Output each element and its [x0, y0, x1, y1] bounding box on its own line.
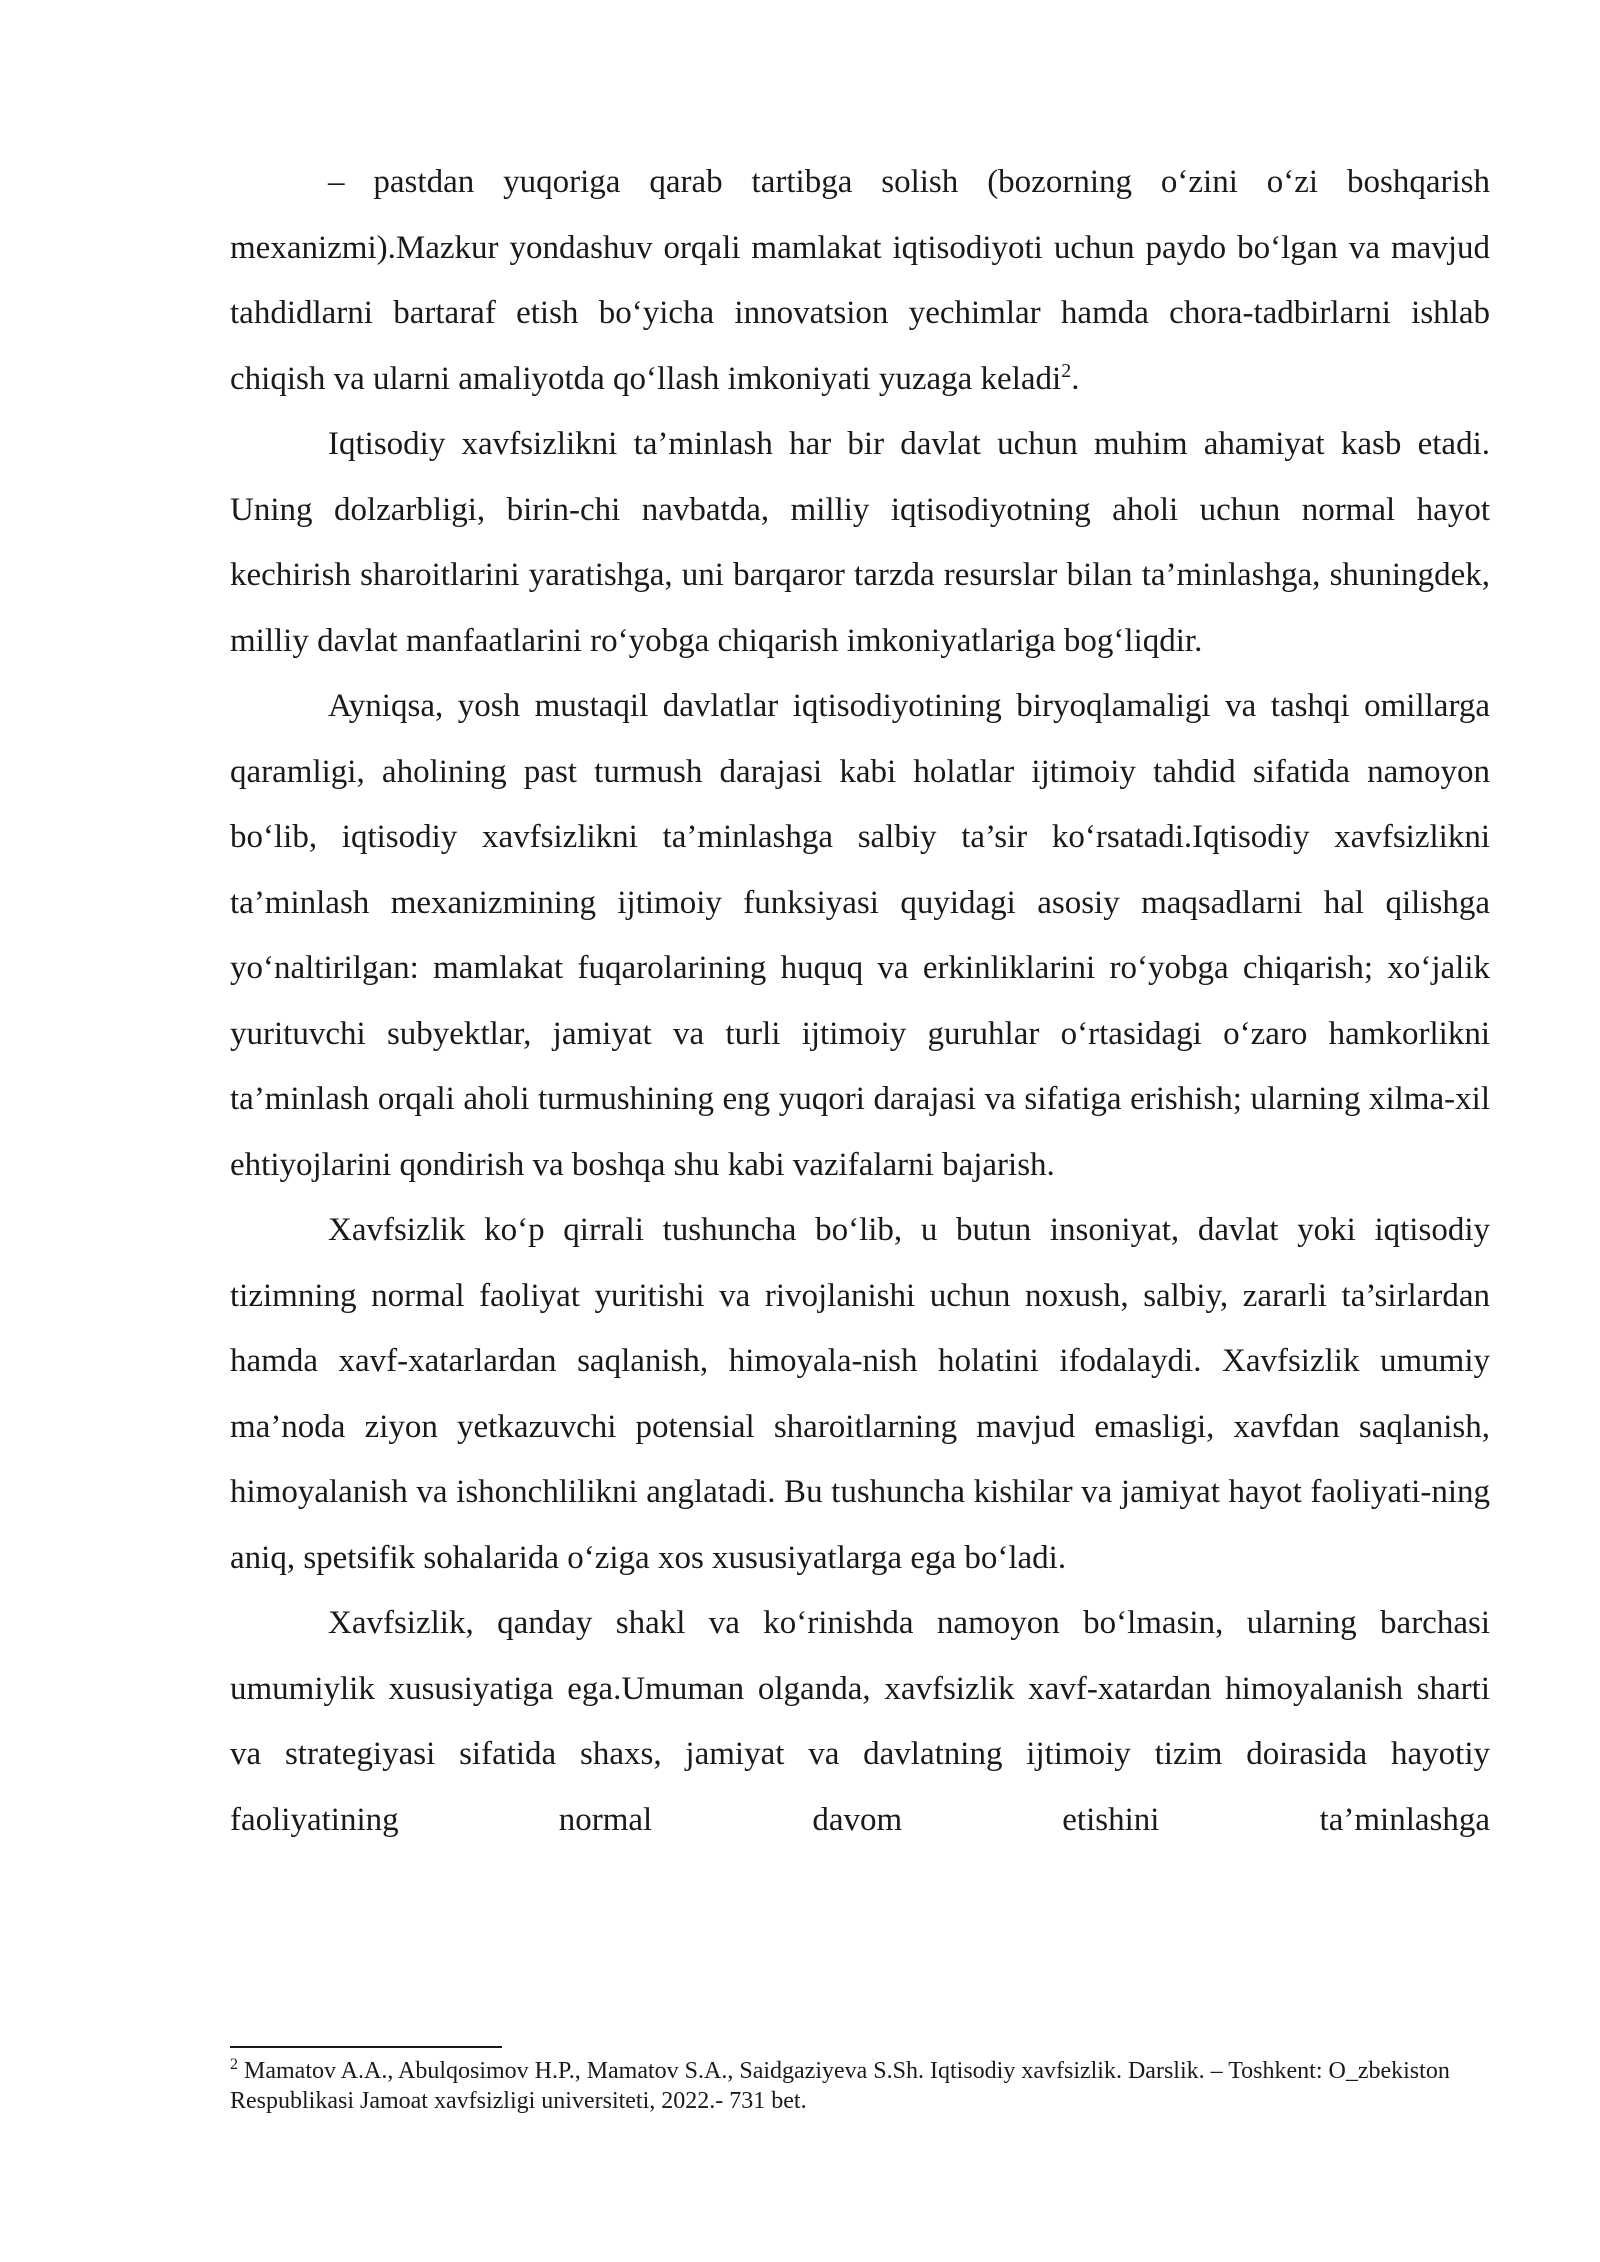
- paragraph-4: Xavfsizlik ko‘p qirrali tushuncha bo‘lib, u butun insoniyat, davlat yoki iqtisodiy tizimning normal faoliyat yuritishi va rivojlanishi uchun noxush, salbiy, zararli ta’sirlardan hamda xavf-xatarlardan saqlanish, himoyala-nish holatini ifodalaydi. Xavfsizlik umumiy ma’noda ziyon yetkazuvchi potensial sharoitlarning mavjud emasligi, xavfdan saqlanish, himoyalanish va ishonchlilikni anglatadi. Bu tushuncha kishilar va jamiyat hayot faoliyati-ning aniq, spetsifik sohalarida o‘ziga xos xususiyatlarga ega bo‘ladi.: [230, 1212, 1490, 1576]
- paragraph-1: [230, 150, 1490, 412]
- footnote-separator: [230, 2046, 502, 2048]
- document-body: [230, 150, 1490, 1853]
- paragraph-5: Xavfsizlik, qanday shakl va ko‘rinishda namoyon bo‘lmasin, ularning barchasi umumiylik xususiyatiga ega.Umuman olganda, xavfsizlik xavf-xatardan himoyalanish sharti va strategiyasi sifatida shaxs, jamiyat va davlatning ijtimoiy tizim doirasida hayotiy faoliyatining normal davom etishini ta’minlashga: [230, 1605, 1490, 1838]
- paragraph-2: Iqtisodiy xavfsizlikni ta’minlash har bir davlat uchun muhim ahamiyat kasb etadi. Uning dolzarbligi, birin-chi navbatda, milliy iqtisodiyotning aholi uchun normal hayot kechirish sharoitlarini yaratishga, uni barqaror tarzda resurslar bilan ta’minlashga, shuningdek, milliy davlat manfaatlarini ro‘yobga chiqarish imkoniyatlariga bog‘liqdir.: [230, 426, 1490, 659]
- footnote: [230, 2056, 1490, 2116]
- footnote-reference[interactable]: 2: [1061, 359, 1072, 382]
- footnote-number: 2: [230, 2056, 238, 2073]
- paragraph-3: Ayniqsa, yosh mustaqil davlatlar iqtisodiyotining biryoqlamaligi va tashqi omillarga qaramligi, aholining past turmush darajasi kabi holatlar ijtimoiy tahdid sifatida namoyon bo‘lib, iqtisodiy xavfsizlikni ta’minlashga salbiy ta’sir ko‘rsatadi.Iqtisodiy xavfsizlikni ta’minlash mexanizmining ijtimoiy funksiyasi quyidagi asosiy maqsadlarni hal qilishga yo‘naltirilgan: mamlakat fuqarolarining huquq va erkinliklarini ro‘yobga chiqarish; xo‘jalik yurituvchi subyektlar, jamiyat va turli ijtimoiy guruhlar o‘rtasidagi o‘zaro hamkorlikni ta’minlash orqali aholi turmushining eng yuqori darajasi va sifatiga erishish; ularning xilma-xil ehtiyojlarini qondirish va boshqa shu kabi vazifalarni bajarish.: [230, 688, 1490, 1183]
- paragraph-1-text: – pastdan yuqoriga qarab tartibga solish (bozorning o‘zini o‘zi boshqarish mexanizmi).Mazkur yondashuv orqali mamlakat iqtisodiyoti uchun paydo bo‘lgan va mavjud tahdidlarni bartaraf etish bo‘yicha innovatsion yechimlar hamda chora-tadbirlarni ishlab chiqish va ularni amaliyotda qo‘llash imkoniyati yuzaga keladi: [230, 164, 1490, 397]
- footnote-text: Mamatov A.A., Abulqosimov H.P., Mamatov S.A., Saidgaziyeva S.Sh. Iqtisodiy xavfsizlik. Darslik. – Toshkent: O_zbekiston Respublikasi Jamoat xavfsizligi universiteti, 2022.- 731 bet.: [230, 2058, 1450, 2114]
- paragraph-1-tail: .: [1071, 360, 1080, 397]
